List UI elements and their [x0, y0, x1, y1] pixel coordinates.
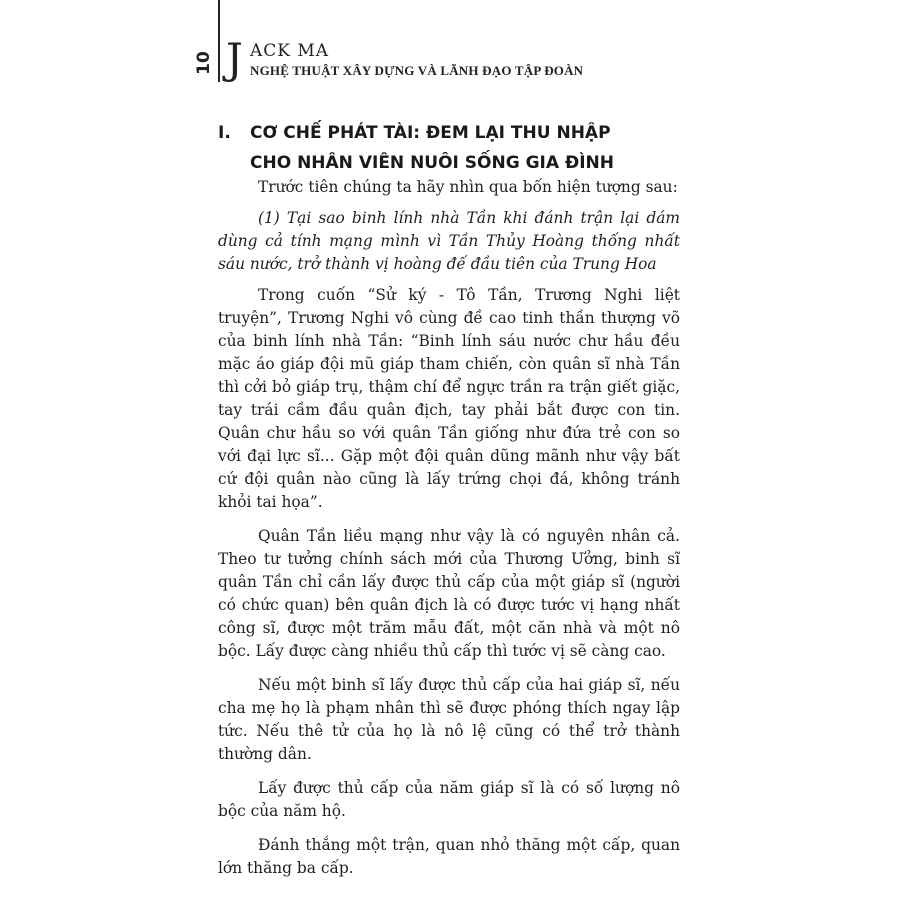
body-paragraph: Nếu một binh sĩ lấy được thủ cấp của hai giáp sĩ, nếu cha mẹ họ là phạm nhân thì sẽ được phóng thích ngay lập tức. Nếu thê tử của họ là nô lệ cũng có thể trở thành thường dân.: [218, 676, 680, 763]
body-paragraph: Quân Tần liều mạng như vậy là có nguyên nhân cả. Theo tư tưởng chính sách mới của Thương Ưởng, binh sĩ quân Tần chỉ cần lấy được thủ cấp của một giáp sĩ (người có chức quan) bên quân địch là có được tước vị hạng nhất công sĩ, được một trăm mẫu đất, một căn nhà và một nô bộc. Lấy được càng nhiều thủ cấp thì tước vị sẽ càng cao.: [218, 527, 680, 660]
book-author-initial: J: [226, 34, 243, 83]
book-title: NGHỆ THUẬT XÂY DỰNG VÀ LÃNH ĐẠO TẬP ĐOÀN: [250, 63, 584, 78]
page-number: 10: [194, 51, 214, 75]
section-heading-line1: [218, 118, 688, 148]
section-title-line1: CƠ CHẾ PHÁT TÀI: ĐEM LẠI THU NHẬP: [250, 123, 611, 143]
body-paragraph: Đánh thắng một trận, quan nhỏ thăng một cấp, quan lớn thăng ba cấp.: [218, 836, 680, 877]
section-number: I.: [218, 123, 231, 143]
book-author: ACK MA: [250, 41, 330, 61]
body-text: [218, 176, 680, 891]
subheading-question: (1) Tại sao binh lính nhà Tần khi đánh trận lại dám dùng cả tính mạng mình vì Tần Thủy Hoàng thống nhất sáu nước, trở thành vị hoàng đế đầu tiên của Trung Hoa: [218, 209, 680, 273]
section-heading: [218, 118, 688, 178]
intro-paragraph: Trước tiên chúng ta hãy nhìn qua bốn hiện tượng sau:: [258, 178, 678, 196]
body-paragraph: Lấy được thủ cấp của năm giáp sĩ là có số lượng nô bộc của năm hộ.: [218, 779, 680, 820]
body-paragraph: Trong cuốn “Sử ký - Tô Tần, Trương Nghi liệt truyện”, Trương Nghi vô cùng đề cao tinh thần thượng võ của binh lính nhà Tần: “Binh lính sáu nước chư hầu đều mặc áo giáp đội mũ giáp tham chiến, còn quân sĩ nhà Tần thì cởi bỏ giáp trụ, thậm chí để ngực trần ra trận giết giặc, tay trái cầm đầu quân địch, tay phải bắt được con tin. Quân chư hầu so với quân Tần giống như đứa trẻ con so với đại lực sĩ... Gặp một đội quân dũng mãnh như vậy bất cứ đội quân nào cũng là lấy trứng chọi đá, không tránh khỏi tai họa”.: [218, 286, 680, 511]
section-title-line2: CHO NHÂN VIÊN NUÔI SỐNG GIA ĐÌNH: [250, 153, 614, 173]
